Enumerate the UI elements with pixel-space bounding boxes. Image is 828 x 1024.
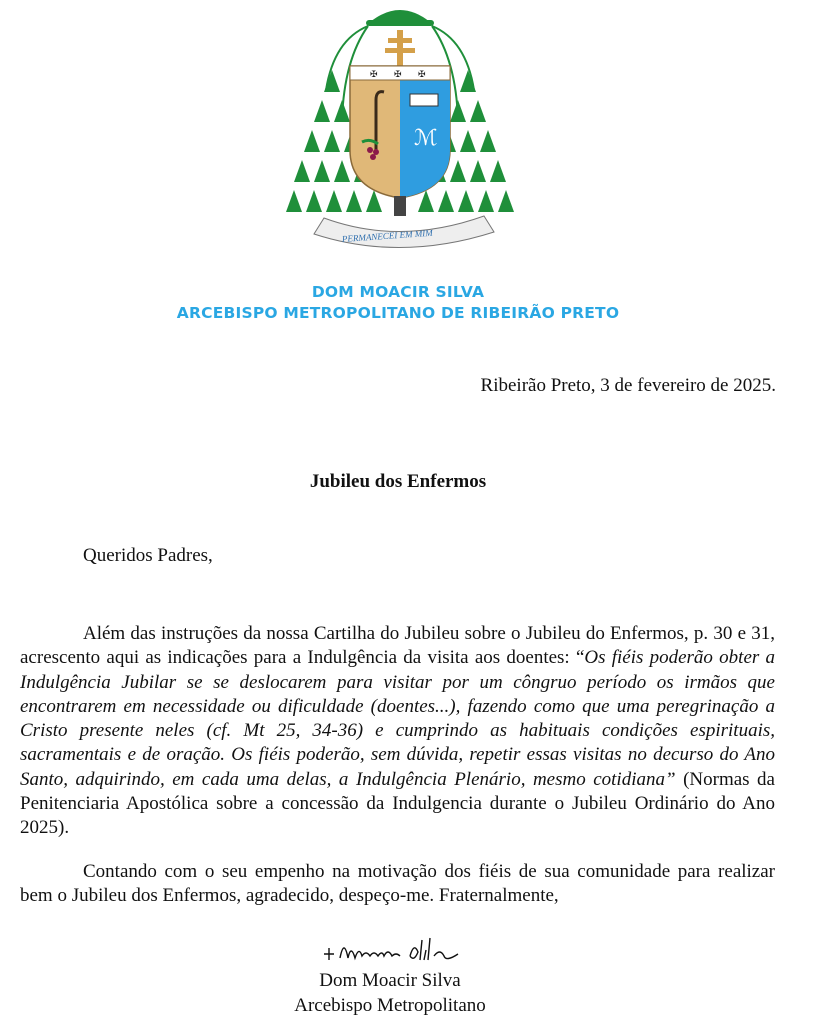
svg-text:PERMANECEI EM MIM: PERMANECEI EM MIM: [341, 227, 434, 245]
signatory-role: Arcebispo Metropolitano: [294, 995, 486, 1016]
paragraph-1-intro: Além das instruções da nossa Cartilha do Jubileu sobre o Jubileu do Enfermos, p. 30 e 31, acrescento aqui as indicações para a Indulgência da visita aos doentes: “: [20, 623, 775, 669]
paragraph-1-quote: Os fiéis poderão obter a Indulgência Jubilar se se deslocarem para visitar por um côngruo período os irmãos que encontrarem em necessidade ou dificuldade (doentes...), fazendo como que uma peregrinação a Cristo presente neles (cf. Mt 25, 34-36) e cumprindo as habituais condições espirituais, sacramentais e de oração. Os fiéis poderão, sem dúvida, repetir essas visitas no decurso do Ano Santo, adquirindo, em cada uma delas, a Indulgência Plenário, mesmo cotidiana”: [20, 647, 775, 790]
letter-date: Ribeirão Preto, 3 de fevereiro de 2025.: [480, 375, 776, 396]
svg-text:✠: ✠: [394, 69, 402, 79]
svg-text:ℳ: ℳ: [414, 126, 438, 151]
signatory-name: Dom Moacir Silva: [319, 970, 461, 991]
letter-paragraph-2: Contando com o seu empenho na motivação dos fiéis de sua comunidade para realizar bem o Jubileu dos Enfermos, agradecido, despeço-me. Fraternalmente,: [20, 861, 775, 907]
letter-greeting: Queridos Padres,: [83, 545, 213, 566]
handwritten-signature: [318, 932, 468, 968]
archbishop-title-heading: ARCEBISPO METROPOLITANO DE RIBEIRÃO PRETO: [176, 304, 620, 322]
coat-of-arms-icon: [284, 0, 516, 262]
archbishop-name-heading: DOM MOACIR SILVA: [311, 283, 485, 301]
svg-text:✠: ✠: [370, 69, 378, 79]
letter-subject: Jubileu dos Enfermos: [309, 471, 487, 492]
paragraph-1-source: (Normas da Penitenciaria Apostólica sobre a concessão da Indulgencia durante o Jubileu Ordinário do Ano 2025).: [20, 768, 775, 839]
letter-paragraph-1: [20, 622, 775, 841]
svg-text:✠: ✠: [418, 69, 426, 79]
